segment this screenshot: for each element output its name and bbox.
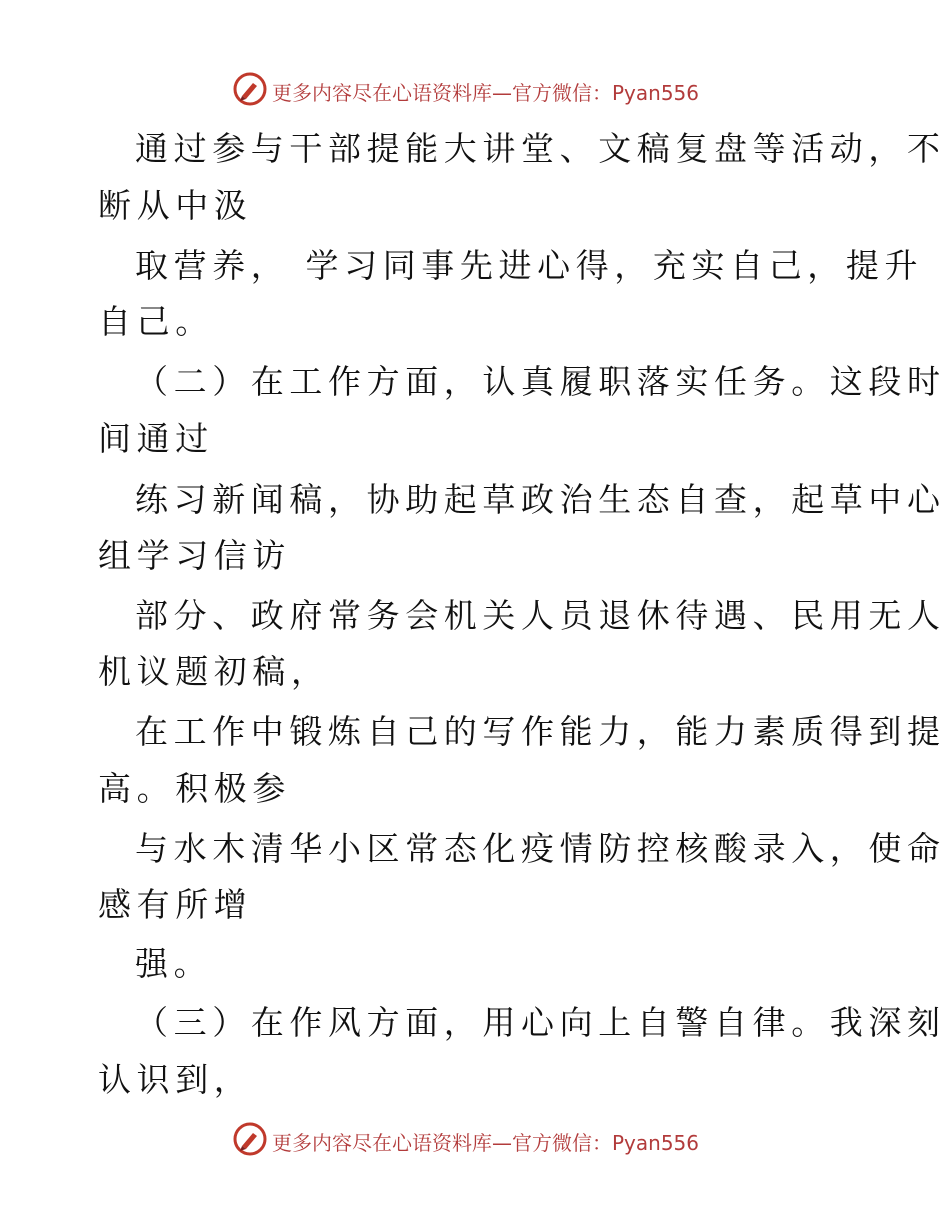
watermark-text: 更多内容尽在心语资料库—官方微信：Pyan556 <box>272 81 700 105</box>
paragraph-line: 机议题初稿， <box>98 652 330 691</box>
pen-logo-icon <box>233 1122 267 1156</box>
paragraph-line: 强。 <box>135 944 213 983</box>
paragraph-line: 断从中汲 <box>98 186 253 225</box>
watermark-text: 更多内容尽在心语资料库—官方微信：Pyan556 <box>272 1131 700 1155</box>
paragraph-line: 在工作中锻炼自己的写作能力，能力素质得到提 <box>135 712 946 751</box>
watermark-banner-bottom <box>0 1120 950 1160</box>
paragraph-line: 与水木清华小区常态化疫情防控核酸录入，使命 <box>135 829 946 868</box>
paragraph-line: 高。积极参 <box>98 769 291 808</box>
paragraph-line: 部分、政府常务会机关人员退休待遇、民用无人 <box>135 596 946 635</box>
paragraph-line: 认识到， <box>98 1060 253 1099</box>
paragraph-line: 感有所增 <box>98 885 253 924</box>
paragraph-line: 组学习信访 <box>98 536 291 575</box>
paragraph-line: 间通过 <box>98 419 214 458</box>
section-heading-line: （二）在工作方面，认真履职落实任务。这段时 <box>135 362 946 401</box>
paragraph-line: 取营养， 学习同事先进心得，充实自己，提升 <box>135 246 924 285</box>
section-heading-line: （三）在作风方面，用心向上自警自律。我深刻 <box>135 1003 946 1042</box>
paragraph-line: 练习新闻稿，协助起草政治生态自查，起草中心 <box>135 480 946 519</box>
paragraph-line: 通过参与干部提能大讲堂、文稿复盘等活动，不 <box>135 129 946 168</box>
paragraph-line: 自己。 <box>98 302 214 341</box>
